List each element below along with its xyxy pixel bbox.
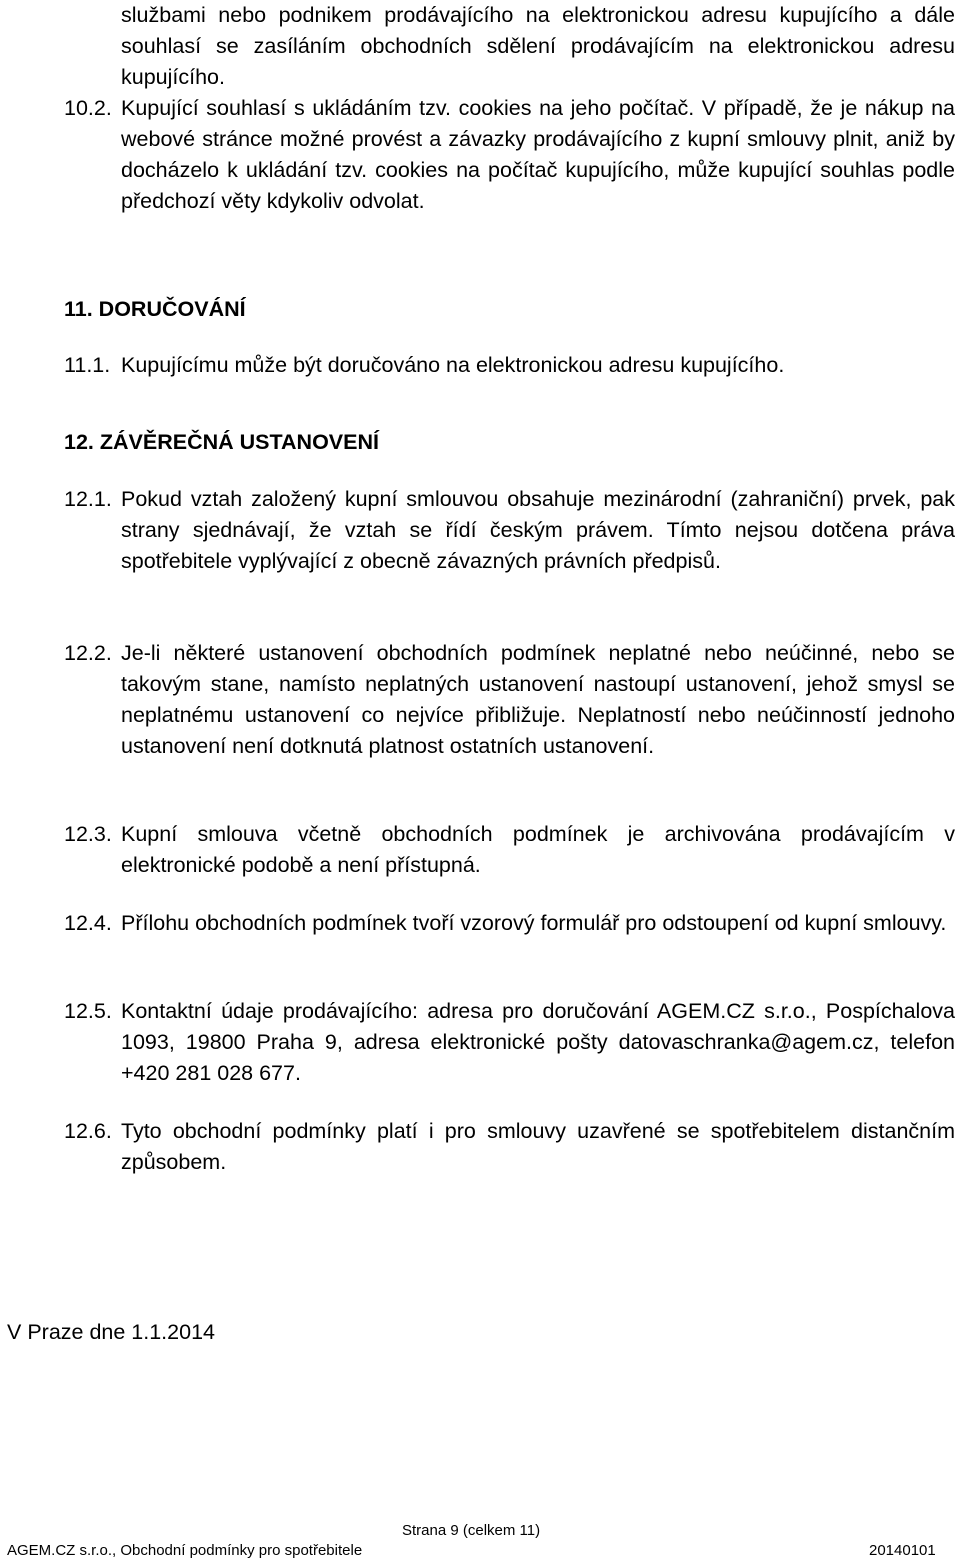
clause-12-4 (64, 908, 955, 939)
clause-12-6 (64, 1116, 955, 1178)
clause-number: 11.1. (64, 353, 111, 377)
footer-page-number: Strana 9 (celkem 11) (402, 1522, 541, 1539)
clause-12-3 (64, 819, 955, 881)
clause-text: Kupujícímu může být doručováno na elektronickou adresu kupujícího. (121, 353, 785, 377)
section-12-heading: 12. ZÁVĚREČNÁ USTANOVENÍ (64, 430, 379, 454)
footer-document-title: AGEM.CZ s.r.o., Obchodní podmínky pro spotřebitele (7, 1542, 363, 1559)
clause-number: 12.3. (64, 822, 112, 846)
clause-11-1 (64, 350, 955, 381)
section-11-heading: 11. DORUČOVÁNÍ (64, 297, 246, 321)
clause-12-5 (64, 996, 955, 1089)
clause-text: Tyto obchodní podmínky platí i pro smlouvy uzavřené se spotřebitelem distančním způsobem. (121, 1119, 955, 1174)
clause-text: Kupující souhlasí s ukládáním tzv. cookies na jeho počítač. V případě, že je nákup na webové stránce možné provést a závazky prodávajícího z kupní smlouvy plnit, aniž by docházelo k ukládání tzv. cookies na počítač kupujícího, může kupující souhlas podle předchozí věty kdykoliv odvolat. (121, 96, 955, 213)
clause-number: 10.2. (64, 96, 112, 120)
clause-12-2 (64, 638, 955, 762)
clause-text: Kontaktní údaje prodávajícího: adresa pro doručování AGEM.CZ s.r.o., Pospíchalova 1093, 19800 Praha 9, adresa elektronické pošty datovaschranka@agem.cz, telefon +420 281 028 677. (121, 999, 955, 1085)
clause-number: 12.2. (64, 641, 112, 665)
place-date: V Praze dne 1.1.2014 (7, 1320, 215, 1344)
clause-text: Je-li některé ustanovení obchodních podmínek neplatné nebo neúčinné, nebo se takovým stane, namísto neplatných ustanovení nastoupí ustanovení, jehož smysl se neplatnému ustanovení co nejvíce přibližuje. Neplatností nebo neúčinností jednoho ustanovení není dotknutá platnost ostatních ustanovení. (121, 641, 955, 758)
clause-12-1 (64, 484, 955, 577)
clause-number: 12.1. (64, 487, 112, 511)
clause-number: 12.6. (64, 1119, 112, 1143)
clause-number: 12.4. (64, 911, 112, 935)
clause-text: Pokud vztah založený kupní smlouvou obsahuje mezinárodní (zahraniční) prvek, pak strany sjednávají, že vztah se řídí českým právem. Tímto nejsou dotčena práva spotřebitele vyplývající z obecně závazných právních předpisů. (121, 487, 955, 573)
clause-text: Přílohu obchodních podmínek tvoří vzorový formulář pro odstoupení od kupní smlouvy. (121, 911, 947, 935)
clause-10-2 (64, 93, 955, 217)
clause-number: 12.5. (64, 999, 112, 1023)
intro-continuation: službami nebo podnikem prodávajícího na elektronickou adresu kupujícího a dále souhlasí se zasíláním obchodních sdělení prodávajícím na elektronickou adresu kupujícího. (121, 3, 955, 89)
footer-document-code: 20140101 (869, 1542, 936, 1559)
clause-text: Kupní smlouva včetně obchodních podmínek je archivována prodávajícím v elektronické podobě a není přístupná. (121, 822, 955, 877)
